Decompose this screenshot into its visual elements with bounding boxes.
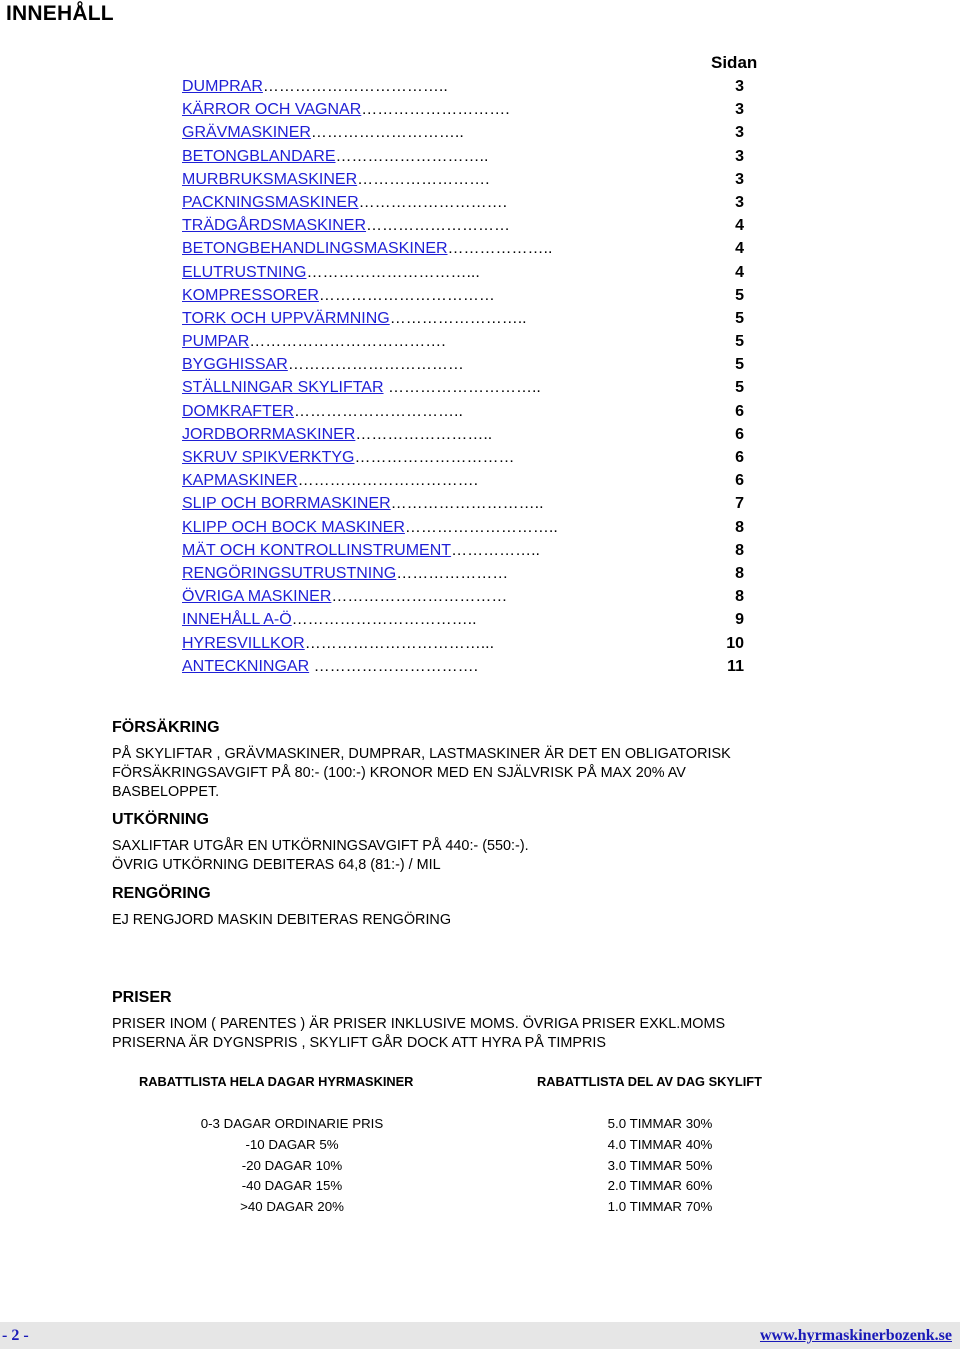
page-footer	[0, 1322, 960, 1349]
toc-link[interactable]: RENGÖRINGSUTRUSTNING	[182, 564, 397, 582]
toc-page-number: 5	[735, 379, 744, 397]
toc-link[interactable]: KAPMASKINER	[182, 472, 298, 490]
toc-entry	[182, 469, 762, 492]
toc-link[interactable]: JORDBORRMASKINER	[182, 425, 356, 443]
toc-link[interactable]: KÄRROR OCH VAGNAR	[182, 101, 362, 119]
toc-entry	[182, 121, 762, 144]
toc-leader-dots: ……………………………	[318, 286, 495, 304]
toc-leader-dots: …………………	[396, 564, 509, 582]
toc-entry	[182, 145, 762, 168]
forsakring-line: BASBELOPPET.	[112, 784, 220, 800]
rabatt-right-heading-text: RABATTLISTA DEL AV DAG SKYLIFT	[537, 1074, 762, 1089]
toc-entry	[182, 284, 762, 307]
website-link[interactable]: www.hyrmaskinerbozenk.se	[759, 1327, 952, 1344]
toc-page-number: 9	[735, 611, 744, 629]
rabatt-right-item: 2.0 TIMMAR 60%	[607, 1178, 713, 1194]
toc-page-number: 5	[735, 333, 744, 351]
toc-entry	[182, 608, 762, 631]
rabatt-right-item: 1.0 TIMMAR 70%	[607, 1199, 713, 1215]
toc-leader-dots: …………………………	[354, 449, 515, 466]
toc-leader-dots: ………………………	[366, 217, 511, 235]
rabatt-left-item: >40 DAGAR 20%	[240, 1199, 344, 1215]
toc-leader-dots: ………………..	[447, 240, 553, 258]
rabatt-left-heading-text: RABATTLISTA HELA DAGAR HYRMASKINER	[139, 1074, 414, 1089]
toc-page-number: 3	[735, 170, 744, 188]
rabatt-left-item: -40 DAGAR 15%	[241, 1178, 343, 1194]
toc-link[interactable]: GRÄVMASKINER	[182, 124, 311, 142]
toc-link[interactable]: ANTECKNINGAR	[182, 657, 310, 675]
toc-entry	[182, 492, 762, 515]
toc-entry	[182, 632, 762, 655]
toc-entry	[182, 539, 762, 562]
toc-page-number: 8	[735, 518, 744, 536]
toc-page-number: 3	[735, 78, 744, 95]
toc-page-number: 8	[735, 541, 744, 559]
toc-page-number: 3	[735, 193, 744, 211]
toc-entry	[182, 98, 762, 121]
priser-line: PRISER INOM ( PARENTES ) ÄR PRISER INKLUSIVE MOMS. ÖVRIGA PRISER EXKL.MOMS	[112, 1016, 726, 1032]
toc-link[interactable]: ELUTRUSTNING	[182, 263, 307, 281]
toc-link[interactable]: DUMPRAR	[182, 78, 263, 95]
toc-entry	[182, 191, 762, 214]
toc-leader-dots: ……………………..	[389, 309, 527, 327]
toc-page-number: 3	[735, 147, 744, 165]
toc-link[interactable]: TORK OCH UPPVÄRMNING	[182, 309, 390, 327]
toc-link[interactable]: ÖVRIGA MASKINER	[182, 588, 332, 606]
toc-page-number: 8	[735, 564, 744, 582]
toc-link[interactable]: TRÄDGÅRDSMASKINER	[182, 217, 367, 235]
rabatt-right-heading	[537, 1074, 762, 1089]
toc-link[interactable]: KLIPP OCH BOCK MASKINER	[182, 518, 405, 536]
toc-link[interactable]: MURBRUKSMASKINER	[182, 170, 358, 188]
toc-leader-dots: …………………….	[357, 170, 490, 188]
toc-link[interactable]: MÄT OCH KONTROLLINSTRUMENT	[182, 541, 452, 559]
toc-leader-dots: ……………………………….	[249, 333, 446, 351]
toc-page-number: 10	[726, 634, 744, 652]
toc-link[interactable]: BYGGHISSAR	[182, 356, 288, 374]
toc-entry	[182, 400, 762, 423]
toc-link[interactable]: SLIP OCH BORRMASKINER	[182, 495, 391, 513]
toc-leader-dots: ……………………………..	[262, 78, 448, 95]
toc-page-number: 11	[727, 657, 744, 675]
rabatt-left-list	[180, 1114, 404, 1218]
forsakring-section	[112, 719, 832, 802]
rabatt-left-item: -20 DAGAR 10%	[241, 1157, 343, 1173]
rabatt-right-item: 3.0 TIMMAR 50%	[607, 1157, 713, 1173]
toc-page-number: 6	[735, 425, 744, 443]
toc-leader-dots: ………………………..	[383, 379, 541, 397]
toc-entry	[182, 237, 762, 260]
toc-entry	[182, 655, 762, 678]
toc-leader-dots: ……………..	[451, 541, 540, 559]
toc-leader-dots: ………………………..	[404, 518, 558, 536]
toc-leader-dots: ……………………………	[331, 588, 508, 606]
utkorning-line: SAXLIFTAR UTGÅR EN UTKÖRNINGSAVGIFT PÅ 440:- (550:-).	[112, 838, 529, 854]
toc-link[interactable]: BETONGBEHANDLINGSMASKINER	[182, 240, 448, 258]
toc-leader-dots: ………………………..	[335, 147, 489, 165]
page-number: - 2 -	[2, 1327, 29, 1344]
toc-page-number: 3	[735, 101, 744, 119]
toc-page-number: 4	[735, 217, 744, 235]
priser-heading: PRISER	[112, 989, 172, 1006]
toc-link[interactable]: PUMPAR	[182, 333, 250, 351]
toc-page-number: 5	[735, 356, 744, 374]
toc-page-number: 6	[735, 402, 744, 420]
rabatt-left-item: 0-3 DAGAR ORDINARIE PRIS	[200, 1116, 384, 1131]
toc-leader-dots: …………………………...	[306, 263, 480, 281]
toc-link[interactable]: STÄLLNINGAR SKYLIFTAR	[182, 379, 384, 397]
toc-link[interactable]: BETONGBLANDARE	[182, 147, 336, 165]
toc-entry	[182, 75, 762, 98]
toc-entry	[182, 423, 762, 446]
toc-link[interactable]: KOMPRESSORER	[182, 286, 319, 304]
rabatt-left-heading	[139, 1074, 413, 1089]
rabatt-left-item: -10 DAGAR 5%	[245, 1136, 339, 1152]
toc-leader-dots: ………………………..	[310, 124, 464, 142]
toc-entry	[182, 446, 762, 469]
rengoring-line: EJ RENGJORD MASKIN DEBITERAS RENGÖRING	[112, 912, 452, 928]
toc-page-number: 6	[735, 472, 744, 490]
toc-leader-dots: ……………………..	[355, 425, 493, 443]
toc-leader-dots: ……………………………..	[291, 611, 477, 629]
toc-page-number: 3	[735, 124, 744, 142]
toc-link[interactable]: DOMKRAFTER	[182, 402, 294, 420]
priser-section	[112, 989, 832, 1053]
forsakring-line: FÖRSÄKRINGSAVGIFT PÅ 80:- (100:-) KRONOR MED EN SJÄLVRISK PÅ MAX 20% AV	[112, 765, 686, 781]
toc-page-number: 7	[735, 495, 744, 513]
toc-link[interactable]: INNEHÅLL A-Ö	[182, 611, 292, 629]
utkorning-heading: UTKÖRNING	[112, 811, 209, 828]
toc-link[interactable]: HYRESVILLKOR	[182, 634, 305, 652]
toc-entry	[182, 376, 762, 399]
toc-entry	[182, 585, 762, 608]
table-of-contents	[182, 75, 762, 678]
toc-page-number: 8	[735, 588, 744, 606]
toc-page-number: 4	[735, 240, 744, 258]
toc-leader-dots: ……………………………	[287, 356, 464, 374]
forsakring-line: PÅ SKYLIFTAR , GRÄVMASKINER, DUMPRAR, LASTMASKINER ÄR DET EN OBLIGATORISK	[112, 746, 731, 762]
toc-leader-dots: ……………………….	[358, 193, 508, 211]
toc-entry	[182, 261, 762, 284]
toc-entry	[182, 353, 762, 376]
toc-page-number: 5	[735, 286, 744, 304]
toc-entry	[182, 330, 762, 353]
toc-entry	[182, 168, 762, 191]
toc-leader-dots: ………………………….	[309, 657, 479, 675]
toc-leader-dots: ……………………………...	[304, 634, 495, 652]
toc-entry	[182, 516, 762, 539]
toc-page-number: 4	[735, 263, 744, 281]
page-column-header: Sidan	[711, 53, 758, 72]
toc-leader-dots: …………………………….	[297, 472, 479, 490]
toc-entry	[182, 307, 762, 330]
toc-link[interactable]: SKRUV SPIKVERKTYG	[182, 449, 355, 466]
toc-leader-dots: ……………………….	[361, 101, 510, 119]
toc-entry	[182, 562, 762, 585]
utkorning-section	[112, 811, 832, 875]
forsakring-heading: FÖRSÄKRING	[112, 719, 220, 736]
utkorning-line: ÖVRIG UTKÖRNING DEBITERAS 64,8 (81:-) / MIL	[112, 857, 441, 873]
toc-page-number: 6	[735, 449, 744, 466]
toc-entry	[182, 214, 762, 237]
rabatt-right-list	[590, 1114, 730, 1218]
rengoring-heading: RENGÖRING	[112, 885, 211, 902]
rabatt-right-item: 5.0 TIMMAR 30%	[607, 1116, 713, 1131]
rabatt-right-item: 4.0 TIMMAR 40%	[607, 1136, 713, 1152]
toc-link[interactable]: PACKNINGSMASKINER	[182, 193, 359, 211]
page-title: INNEHÅLL	[6, 2, 114, 25]
toc-leader-dots: …………………………..	[294, 402, 463, 420]
priser-line: PRISERNA ÄR DYGNSPRIS , SKYLIFT GÅR DOCK ATT HYRA PÅ TIMPRIS	[112, 1035, 606, 1051]
toc-leader-dots: ………………………..	[390, 495, 544, 513]
toc-page-number: 5	[735, 309, 744, 327]
rengoring-section	[112, 885, 832, 930]
